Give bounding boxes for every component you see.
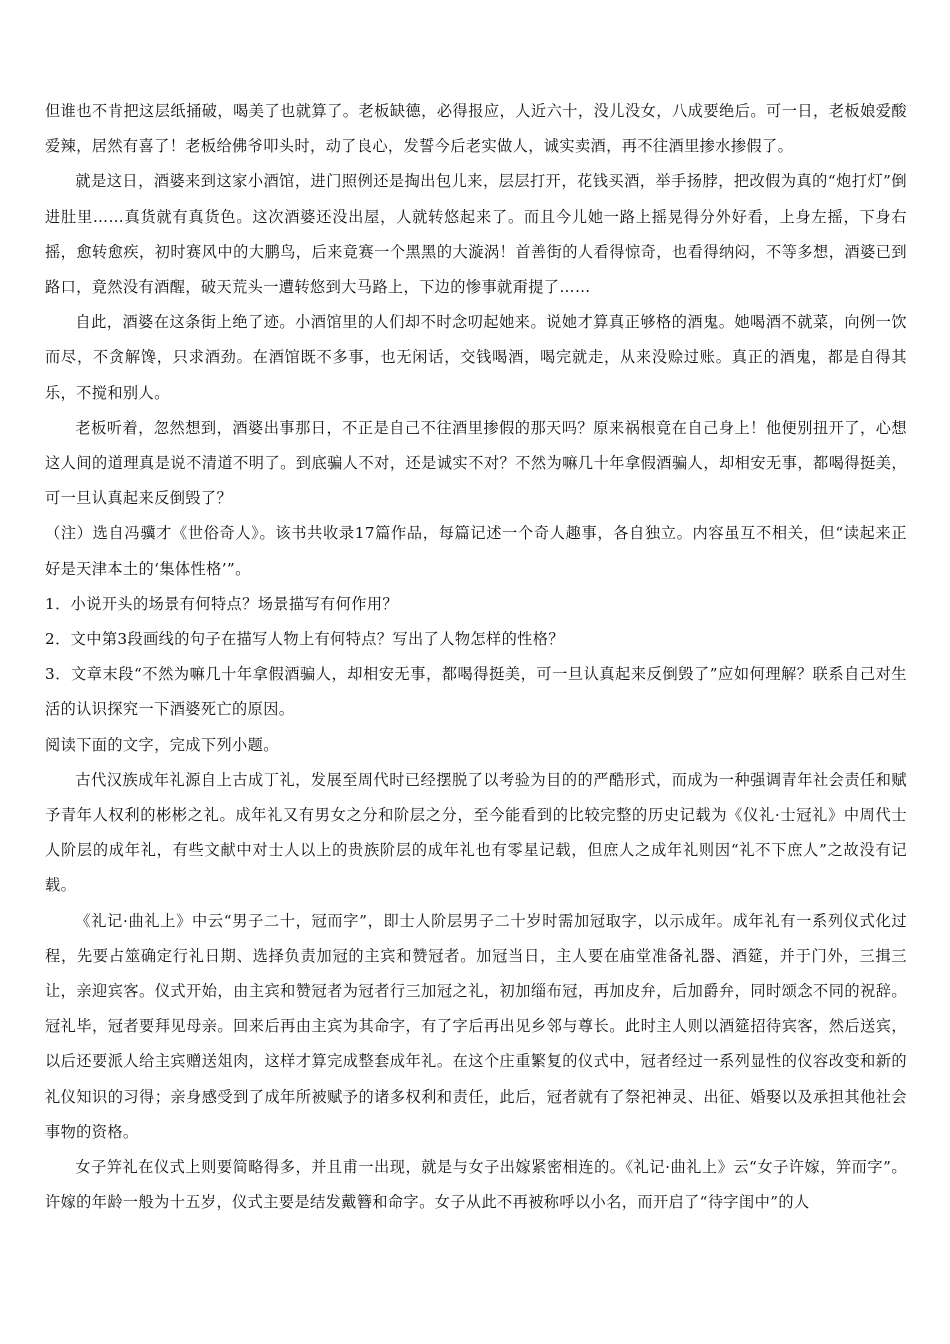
- essay-paragraph-3: 女子笄礼在仪式上则要简略得多，并且甫一出现，就是与女子出嫁紧密相连的。《礼记·曲礼上》云“女子许嫁，笄而字”。许嫁的年龄一般为十五岁，仪式主要是结发戴簪和命字。女子从此不再被称呼以小名，而开启了“待字闺中”的人: [45, 1158, 907, 1212]
- question-1: 1．小说开头的场景有何特点？场景描写有何作用？: [45, 594, 398, 613]
- essay-paragraph-2: 《礼记·曲礼上》中云“男子二十，冠而字”，即士人阶层男子二十岁时需加冠取字，以示成年。成年礼有一系列仪式化过程，先要占筮确定行礼日期、选择负责加冠的主宾和赞冠者。加冠当日，主人要在庙堂准备礼器、酒筵，并于门外，三揖三让，亲迎宾客。仪式开始，由主宾和赞冠者为冠者行三加冠之礼，初加缁布冠，再加皮弁，后加爵弁，同时颂念不同的祝辞。冠礼毕，冠者要拜见母亲。回来后再由主宾为其命字，有了字后再出见乡邻与尊长。此时主人则以酒筵招待宾客，然后送宾，以后还要派人给主宾赠送俎肉，这样才算完成整套成年礼。在这个庄重繁复的仪式中，冠者经过一系列显性的仪容改变和新的礼仪知识的习得；亲身感受到了成年所被赋予的诸多权利和责任，此后，冠者就有了祭祀神灵、出征、婚娶以及承担其他社会事物的资格。: [45, 911, 907, 1141]
- essay-paragraph-1: 古代汉族成年礼源自上古成丁礼，发展至周代时已经摆脱了以考验为目的的严酷形式，而成为一种强调青年社会责任和赋予青年人权利的彬彬之礼。成年礼又有男女之分和阶层之分，至今能看到的比较完整的历史记载为《仪礼·士冠礼》中周代士人阶层的成年礼，有些文献中对士人以上的贵族阶层的成年礼也有零星记载，但庶人之成年礼则因“礼不下庶人”之故没有记载。: [45, 770, 907, 895]
- story-paragraph-4: 老板听着，忽然想到，酒婆出事那日，不正是自己不往酒里掺假的那天吗？原来祸根竟在自己身上！他便别扭开了，心想这人间的道理真是说不清道不明了。到底骗人不对，还是诚实不对？不然为嘛几十年拿假酒骗人，却相安无事，都喝得挺美，可一旦认真起来反倒毁了？: [45, 418, 907, 508]
- question-2: 2．文中第3段画线的句子在描写人物上有何特点？写出了人物怎样的性格？: [45, 630, 564, 649]
- story-paragraph-1: 但谁也不肯把这层纸捅破，喝美了也就算了。老板缺德，必得报应，人近六十，没儿没女，八成要绝后。可一日，老板娘爱酸爱辣，居然有喜了！老板给佛爷叩头时，动了良心，发誓今后老实做人，诚实卖酒，再不往酒里掺水掺假了。: [45, 102, 907, 156]
- question-3: 3．文章末段“不然为嘛几十年拿假酒骗人，却相安无事，都喝得挺美，可一旦认真起来反倒毁了”应如何理解？联系自己对生活的认识探究一下酒婆死亡的原因。: [45, 665, 907, 719]
- source-note: （注）选自冯骥才《世俗奇人》。该书共收录17篇作品，每篇记述一个奇人趣事，各自独立。内容虽互不相关，但“读起来正好是天津本土的‘集体性格’”。: [45, 524, 907, 578]
- story-paragraph-3: 自此，酒婆在这条街上绝了迹。小酒馆里的人们却不时念叨起她来。说她才算真正够格的酒鬼。她喝酒不就菜，向例一饮而尽，不贪解馋，只求酒劲。在酒馆既不多事，也无闲话，交钱喝酒，喝完就走，从来没赊过账。真正的酒鬼，都是自得其乐，不搅和别人。: [45, 313, 907, 402]
- document-page: [45, 94, 907, 1221]
- reading-instruction: 阅读下面的文字，完成下列小题。: [45, 735, 279, 754]
- story-paragraph-2: 就是这日，酒婆来到这家小酒馆，进门照例还是掏出包儿来，层层打开，花钱买酒，举手扬脖，把改假为真的“炮打灯”倒进肚里……真货就有真货色。这次酒婆还没出屋，人就转悠起来了。而且今儿她一路上摇晃得分外好看，上身左摇，下身右摇，愈转愈疾，初时赛风中的大鹏鸟，后来竟赛一个黑黑的大漩涡！首善街的人看得惊奇，也看得纳闷，不等多想，酒婆已到路口，竟然没有酒醒，破天荒头一遭转悠到大马路上，下边的惨事就甭提了……: [45, 172, 907, 297]
